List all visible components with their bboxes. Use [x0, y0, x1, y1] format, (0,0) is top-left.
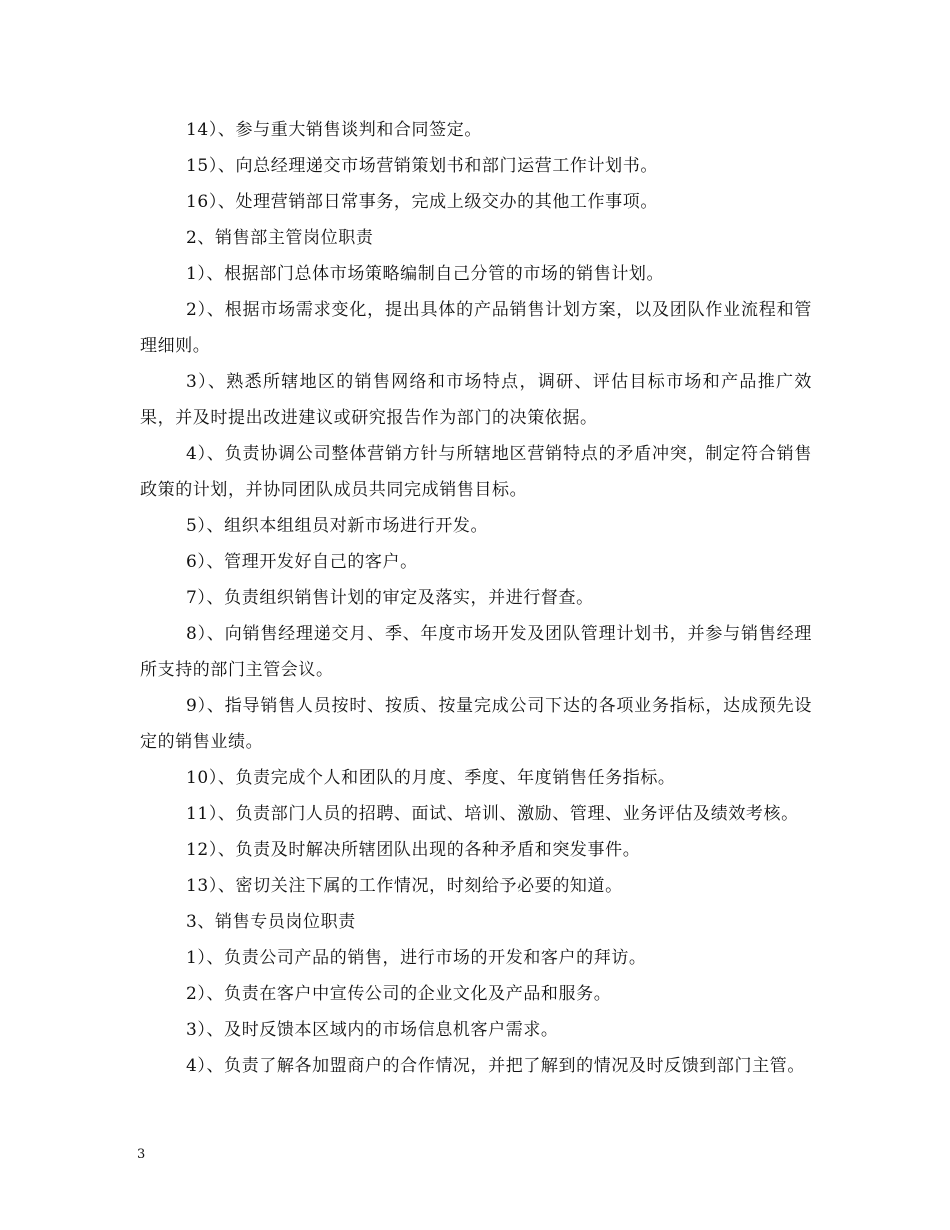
paragraph: 6）、管理开发好自己的客户。 [186, 552, 418, 572]
paragraph: 2）、根据市场需求变化，提出具体的产品销售计划方案，以及团队作业流程和管理细则。 [140, 300, 812, 356]
page-number: 3 [137, 1147, 146, 1162]
paragraph: 15）、向总经理递交市场营销策划书和部门运营工作计划书。 [186, 156, 658, 176]
paragraph: 4）、负责了解各加盟商户的合作情况，并把了解到的情况及时反馈到部门主管。 [186, 1056, 805, 1076]
document-body [140, 112, 812, 1084]
paragraph: 4）、负责协调公司整体营销方针与所辖地区营销特点的矛盾冲突，制定符合销售政策的计划，并协同团队成员共同完成销售目标。 [140, 444, 812, 500]
paragraph: 16）、处理营销部日常事务，完成上级交办的其他工作事项。 [186, 192, 658, 212]
paragraph: 5）、组织本组组员对新市场进行开发。 [186, 516, 489, 536]
paragraph: 7）、负责组织销售计划的审定及落实，并进行督查。 [186, 588, 594, 608]
section-heading: 3、销售专员岗位职责 [186, 912, 356, 932]
paragraph: 2）、负责在客户中宣传公司的企业文化及产品和服务。 [186, 984, 612, 1004]
paragraph: 9）、指导销售人员按时、按质、按量完成公司下达的各项业务指标，达成预先设定的销售业绩。 [140, 696, 812, 752]
paragraph: 3）、及时反馈本区域内的市场信息机客户需求。 [186, 1020, 559, 1040]
paragraph: 14）、参与重大销售谈判和合同签定。 [186, 120, 482, 140]
paragraph: 1）、负责公司产品的销售，进行市场的开发和客户的拜访。 [186, 948, 647, 968]
paragraph: 13）、密切关注下属的工作情况，时刻给予必要的知道。 [186, 876, 623, 896]
paragraph: 8）、向销售经理递交月、季、年度市场开发及团队管理计划书，并参与销售经理所支持的部门主管会议。 [140, 624, 812, 680]
paragraph: 11）、负责部门人员的招聘、面试、培训、激励、管理、业务评估及绩效考核。 [186, 804, 799, 824]
paragraph: 1）、根据部门总体市场策略编制自己分管的市场的销售计划。 [186, 264, 665, 284]
paragraph: 3）、熟悉所辖地区的销售网络和市场特点，调研、评估目标市场和产品推广效果，并及时提出改进建议或研究报告作为部门的决策依据。 [140, 372, 812, 428]
section-heading: 2、销售部主管岗位职责 [186, 228, 374, 248]
paragraph: 12）、负责及时解决所辖团队出现的各种矛盾和突发事件。 [186, 840, 641, 860]
paragraph: 10）、负责完成个人和团队的月度、季度、年度销售任务指标。 [186, 768, 676, 788]
